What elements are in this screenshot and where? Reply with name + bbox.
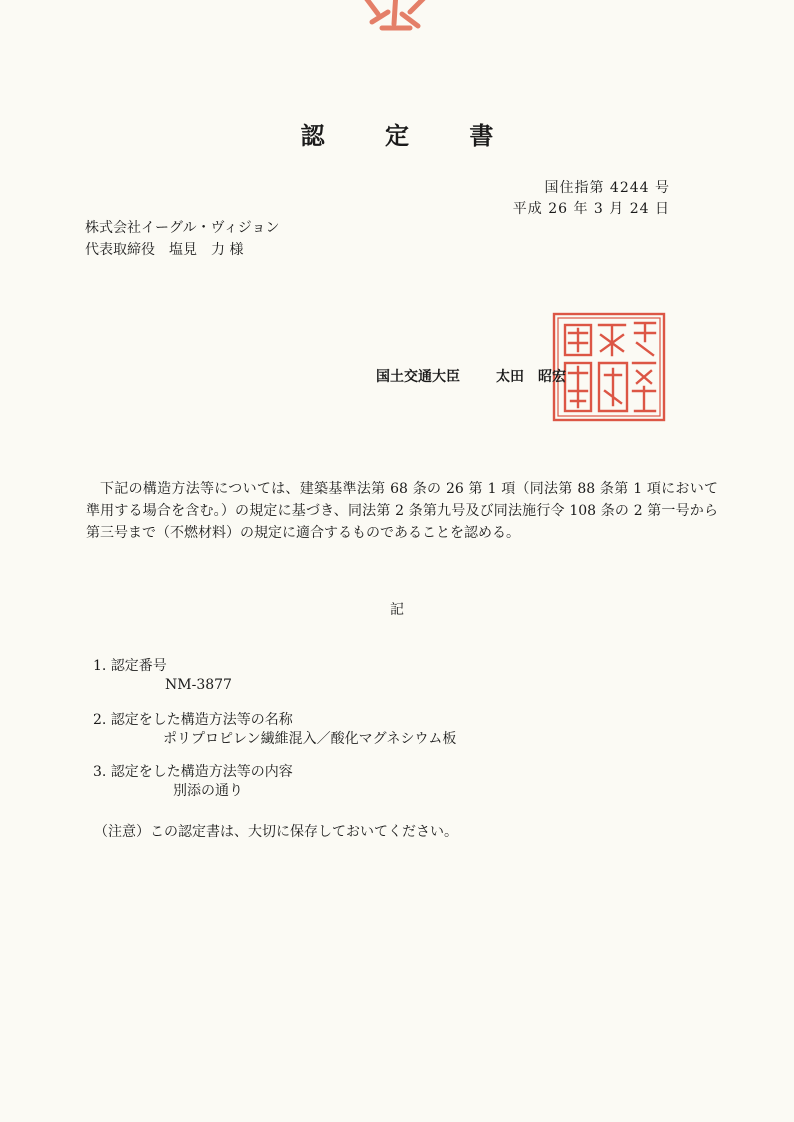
item-1-value: NM-3877 — [165, 677, 232, 693]
item-2-heading: 2. 認定をした構造方法等の名称 — [93, 712, 293, 728]
document-date: 平成 26 年 3 月 24 日 — [512, 201, 670, 217]
official-seal — [551, 311, 667, 423]
addressee-representative: 代表取締役 塩見 力 様 — [85, 242, 244, 258]
document-title: 認 定 書 — [300, 121, 520, 150]
top-seal-fragment — [352, 0, 436, 38]
addressee-block — [85, 217, 279, 261]
issuer-title: 国土交通大臣 — [376, 369, 460, 385]
item-3-value: 別添の通り — [173, 783, 243, 799]
item-3-heading: 3. 認定をした構造方法等の内容 — [93, 764, 293, 780]
item-2-value: ポリプロピレン繊維混入／酸化マグネシウム板 — [163, 731, 457, 747]
issuer-block — [376, 366, 566, 386]
caution-note: （注意）この認定書は、大切に保存しておいてください。 — [94, 824, 458, 840]
addressee-company: 株式会社イーグル・ヴィジョン — [85, 220, 280, 236]
item-1-heading: 1. 認定番号 — [93, 658, 167, 674]
document-number-block — [513, 178, 670, 220]
issuer-name: 太田 昭宏 — [496, 369, 566, 385]
document-number: 国住指第 4244 号 — [544, 180, 670, 196]
certification-statement: 下記の構造方法等については、建築基準法第 68 条の 26 第 1 項（同法第 88 条第 1 項において準用する場合を含む。）の規定に基づき、同法第 2 条第九号及び同法施行令 108 条の 2 第一号から第三号まで（不燃材料）の規定に適合するものであることを認める。 — [86, 481, 718, 541]
ki-heading: 記 — [390, 602, 404, 618]
